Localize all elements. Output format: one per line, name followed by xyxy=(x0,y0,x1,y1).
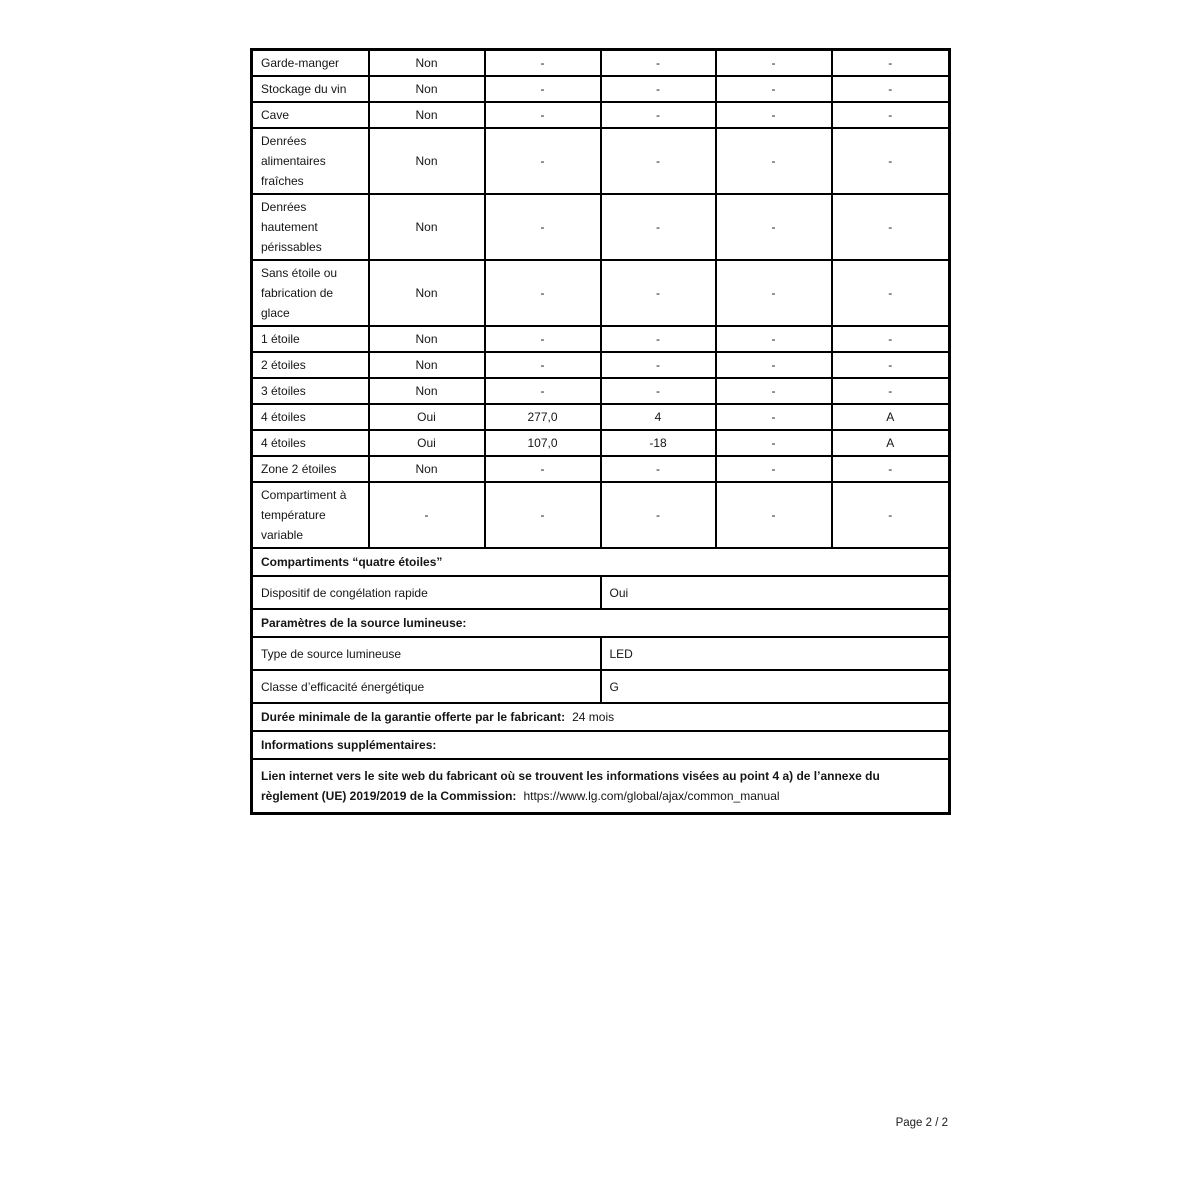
compartment-value-cell: - xyxy=(716,76,832,102)
section-header-cell: Paramètres de la source lumineuse: xyxy=(252,609,950,637)
spec-pair-row xyxy=(252,576,950,609)
compartment-label-cell: 2 étoiles xyxy=(252,352,369,378)
compartment-value-cell: Non xyxy=(369,352,485,378)
compartment-value-cell: Non xyxy=(369,378,485,404)
compartment-label-cell: Denrées hautement périssables xyxy=(252,194,369,260)
compartment-value-cell: - xyxy=(716,378,832,404)
compartment-label-cell: 3 étoiles xyxy=(252,378,369,404)
compartment-value-cell: - xyxy=(485,482,601,548)
compartment-value-cell: - xyxy=(485,76,601,102)
compartment-row xyxy=(252,260,950,326)
compartment-value-cell: 4 xyxy=(601,404,716,430)
compartment-value-cell: 107,0 xyxy=(485,430,601,456)
spec-label-cell: Classe d’efficacité énergétique xyxy=(252,670,601,703)
compartment-value-cell: - xyxy=(832,482,950,548)
page-number: Page 2 / 2 xyxy=(895,1117,948,1129)
compartment-value-cell: - xyxy=(716,430,832,456)
compartment-value-cell: - xyxy=(832,76,950,102)
spec-value-cell: LED xyxy=(601,637,950,670)
inline-spec-value: 24 mois xyxy=(572,710,615,724)
inline-spec-label: Lien internet vers le site web du fabricant où se trouvent les informations visées au point 4 a) de l’annexe du règlement (UE) 2019/2019 de la Commission: xyxy=(261,769,880,803)
compartment-value-cell: - xyxy=(716,128,832,194)
spec-label-cell: Dispositif de congélation rapide xyxy=(252,576,601,609)
compartment-value-cell: Oui xyxy=(369,404,485,430)
compartment-value-cell: - xyxy=(601,50,716,77)
compartment-value-cell: - xyxy=(601,378,716,404)
spec-pair-row xyxy=(252,670,950,703)
compartment-value-cell: - xyxy=(601,326,716,352)
compartment-value-cell: - xyxy=(716,352,832,378)
compartment-value-cell: - xyxy=(716,404,832,430)
compartment-row xyxy=(252,378,950,404)
compartment-row xyxy=(252,128,950,194)
compartment-value-cell: - xyxy=(601,102,716,128)
compartment-value-cell: Non xyxy=(369,326,485,352)
compartment-value-cell: - xyxy=(716,260,832,326)
compartment-row xyxy=(252,482,950,548)
compartment-value-cell: - xyxy=(485,260,601,326)
compartment-value-cell: 277,0 xyxy=(485,404,601,430)
compartment-value-cell: - xyxy=(716,326,832,352)
inline-spec-label: Durée minimale de la garantie offerte par le fabricant: xyxy=(261,710,566,724)
section-header-cell: Informations supplémentaires: xyxy=(252,731,950,759)
compartment-value-cell: Non xyxy=(369,128,485,194)
compartment-row xyxy=(252,404,950,430)
inline-spec-cell xyxy=(252,759,950,814)
compartment-row xyxy=(252,102,950,128)
compartment-label-cell: Sans étoile ou fabrication de glace xyxy=(252,260,369,326)
compartment-value-cell: - xyxy=(716,102,832,128)
compartment-value-cell: - xyxy=(832,378,950,404)
compartment-row xyxy=(252,352,950,378)
compartment-value-cell: Non xyxy=(369,194,485,260)
compartment-row xyxy=(252,430,950,456)
spec-value-cell: G xyxy=(601,670,950,703)
compartment-value-cell: Oui xyxy=(369,430,485,456)
compartment-value-cell: - xyxy=(485,352,601,378)
compartment-row xyxy=(252,456,950,482)
compartment-value-cell: - xyxy=(601,128,716,194)
compartment-value-cell: - xyxy=(601,456,716,482)
compartment-label-cell: 1 étoile xyxy=(252,326,369,352)
compartment-value-cell: - xyxy=(832,50,950,77)
compartment-value-cell: - xyxy=(601,194,716,260)
compartment-value-cell: - xyxy=(832,128,950,194)
compartment-value-cell: Non xyxy=(369,260,485,326)
compartment-value-cell: Non xyxy=(369,50,485,77)
compartment-value-cell: - xyxy=(601,260,716,326)
compartment-value-cell: A xyxy=(832,430,950,456)
compartment-label-cell: Stockage du vin xyxy=(252,76,369,102)
compartment-value-cell: A xyxy=(832,404,950,430)
compartment-row xyxy=(252,194,950,260)
compartment-row xyxy=(252,76,950,102)
compartment-value-cell: - xyxy=(832,102,950,128)
compartment-value-cell: - xyxy=(832,194,950,260)
section-header-row xyxy=(252,731,950,759)
compartment-value-cell: Non xyxy=(369,456,485,482)
section-header-row xyxy=(252,609,950,637)
inline-spec-cell xyxy=(252,703,950,731)
spec-table-body xyxy=(252,50,950,814)
compartment-value-cell: - xyxy=(485,128,601,194)
compartment-value-cell: - xyxy=(369,482,485,548)
manufacturer-url[interactable]: https://www.lg.com/global/ajax/common_manual xyxy=(523,789,780,803)
section-header-cell: Compartiments “quatre étoiles” xyxy=(252,548,950,576)
compartment-value-cell: - xyxy=(601,76,716,102)
product-spec-table xyxy=(250,48,951,815)
compartment-value-cell: - xyxy=(832,352,950,378)
compartment-label-cell: Zone 2 étoiles xyxy=(252,456,369,482)
spec-label-cell: Type de source lumineuse xyxy=(252,637,601,670)
compartment-row xyxy=(252,326,950,352)
compartment-label-cell: 4 étoiles xyxy=(252,404,369,430)
compartment-value-cell: - xyxy=(485,50,601,77)
compartment-value-cell: - xyxy=(601,482,716,548)
compartment-value-cell: Non xyxy=(369,102,485,128)
compartment-value-cell: - xyxy=(832,326,950,352)
compartment-value-cell: - xyxy=(716,482,832,548)
compartment-label-cell: 4 étoiles xyxy=(252,430,369,456)
compartment-value-cell: - xyxy=(716,194,832,260)
compartment-label-cell: Compartiment à température variable xyxy=(252,482,369,548)
spec-value-cell: Oui xyxy=(601,576,950,609)
compartment-label-cell: Cave xyxy=(252,102,369,128)
compartment-value-cell: - xyxy=(716,456,832,482)
section-header-row xyxy=(252,548,950,576)
manufacturer-link-row xyxy=(252,759,950,814)
compartment-value-cell: - xyxy=(716,50,832,77)
spec-pair-row xyxy=(252,637,950,670)
compartment-label-cell: Garde-manger xyxy=(252,50,369,77)
compartment-value-cell: Non xyxy=(369,76,485,102)
compartment-value-cell: -18 xyxy=(601,430,716,456)
compartment-label-cell: Denrées alimentaires fraîches xyxy=(252,128,369,194)
compartment-value-cell: - xyxy=(485,102,601,128)
inline-spec-row xyxy=(252,703,950,731)
compartment-value-cell: - xyxy=(485,194,601,260)
compartment-value-cell: - xyxy=(832,456,950,482)
compartment-value-cell: - xyxy=(832,260,950,326)
compartment-row xyxy=(252,50,950,77)
compartment-value-cell: - xyxy=(485,326,601,352)
compartment-value-cell: - xyxy=(601,352,716,378)
compartment-value-cell: - xyxy=(485,456,601,482)
compartment-value-cell: - xyxy=(485,378,601,404)
